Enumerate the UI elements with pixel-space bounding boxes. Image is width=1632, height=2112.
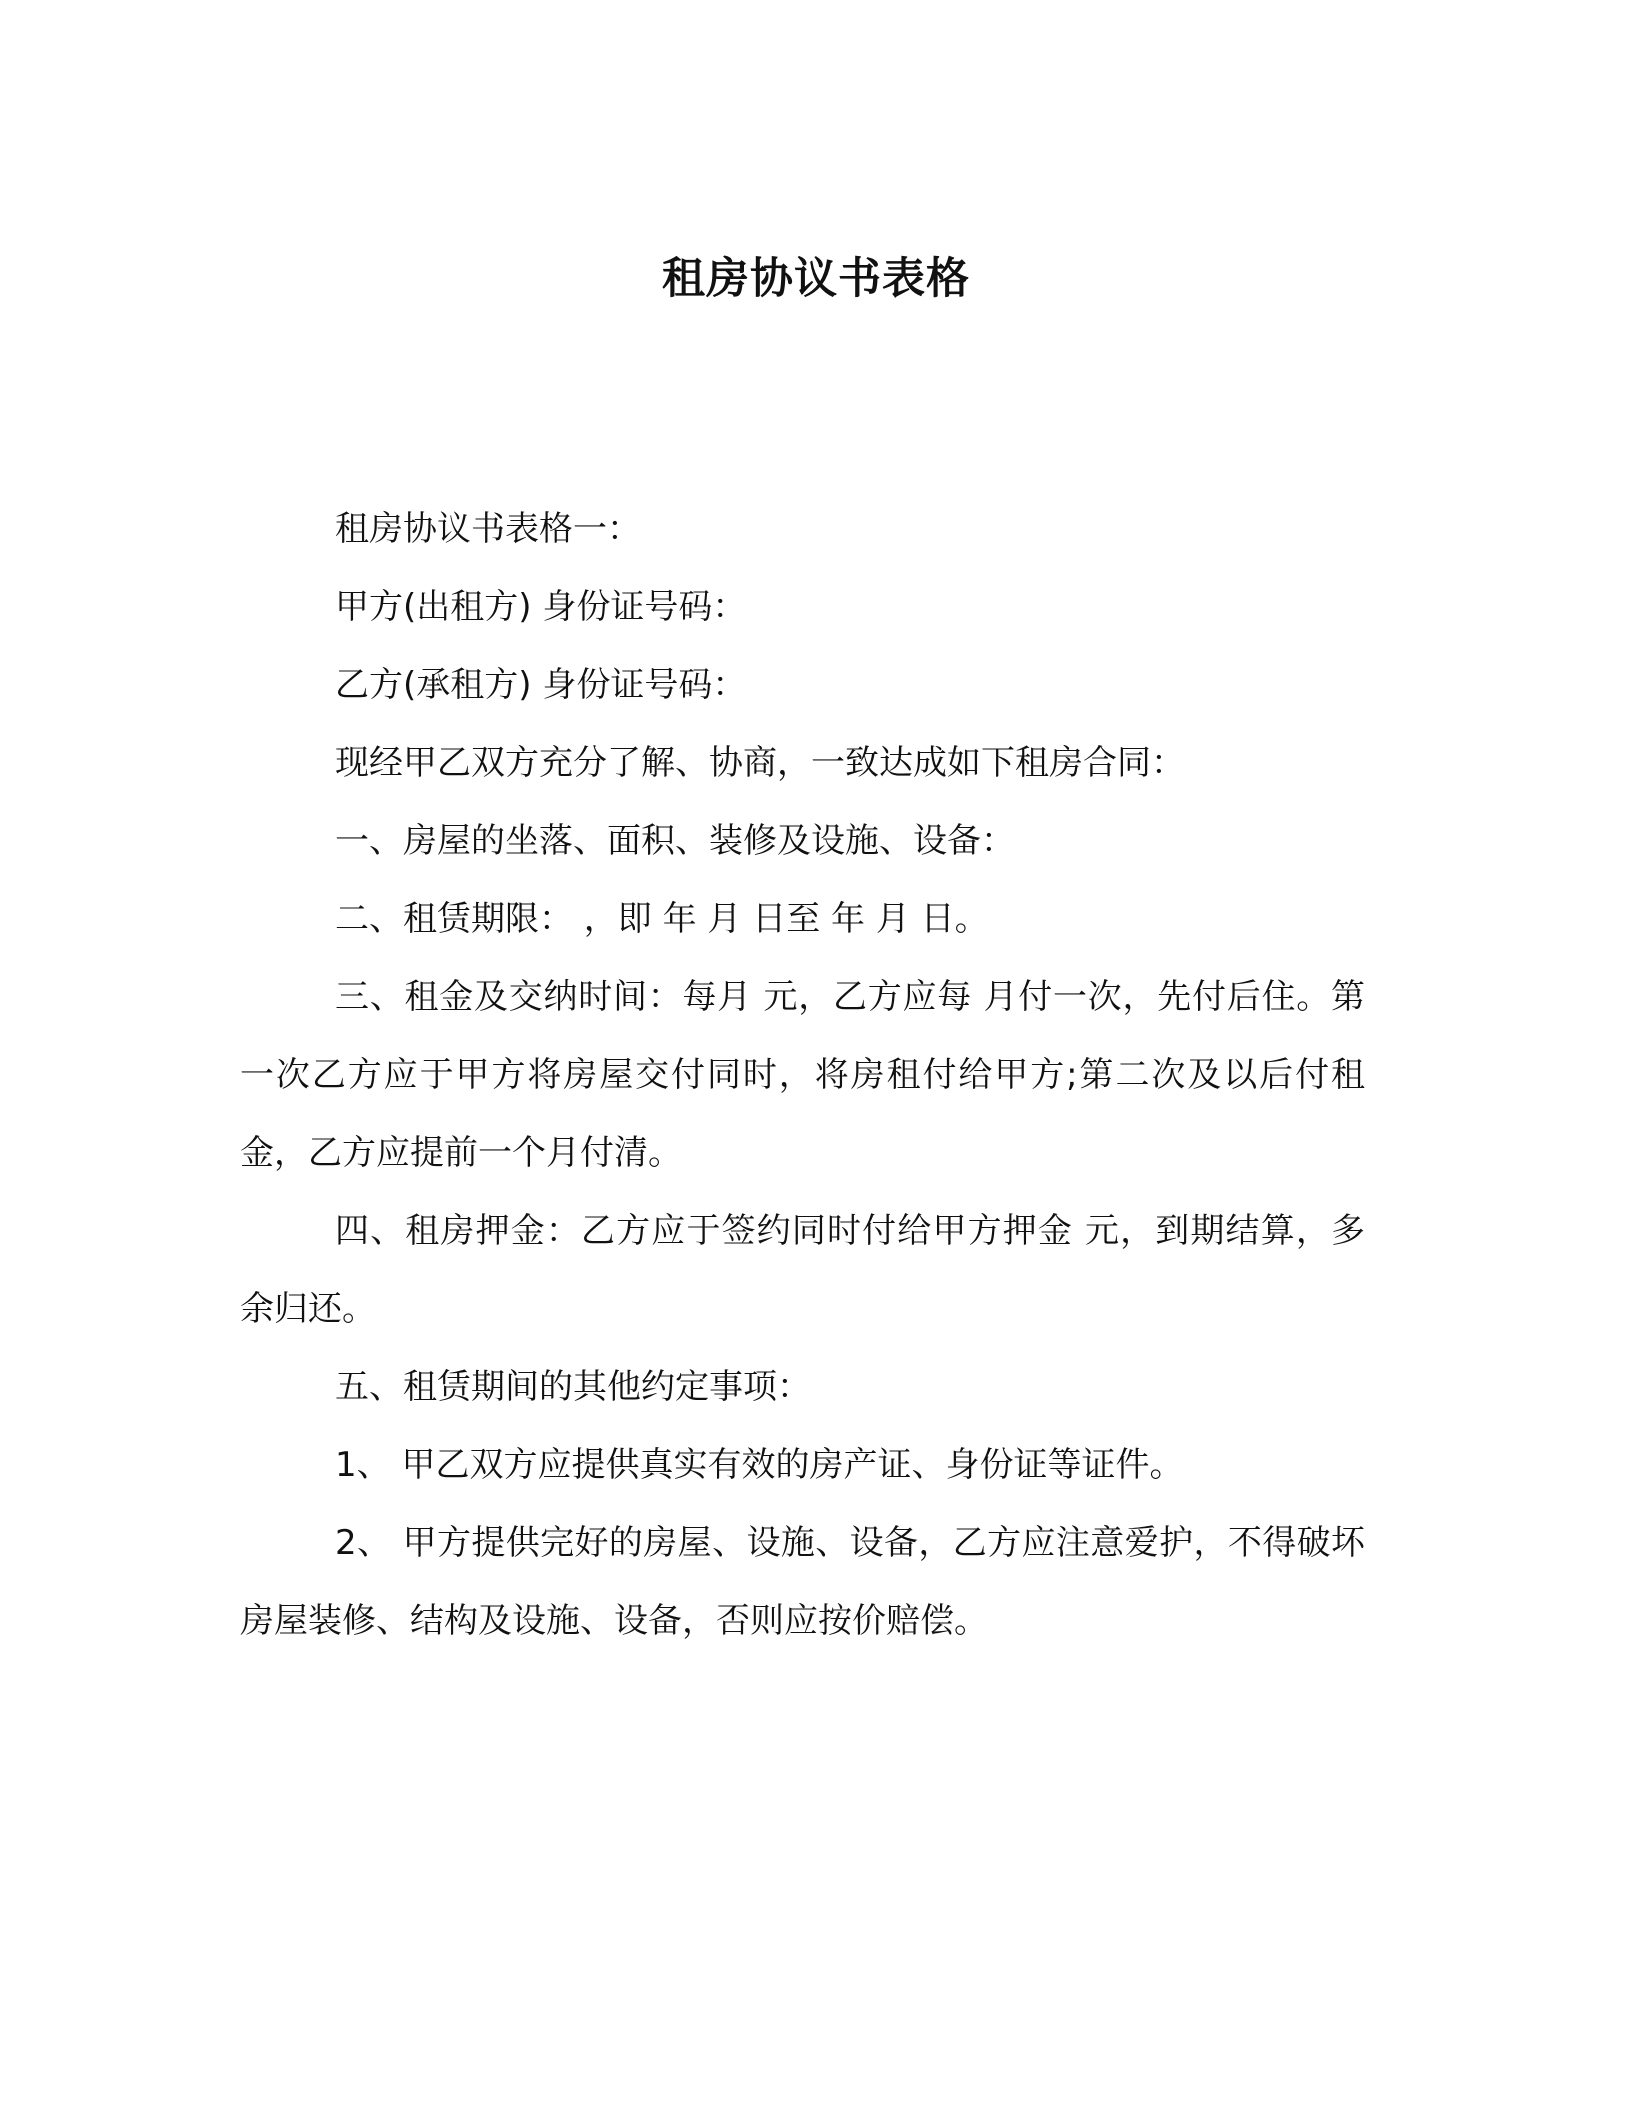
paragraph-item-1: 1、 甲乙双方应提供真实有效的房产证、身份证等证件。 <box>335 1445 1184 1485</box>
paragraph-item-2: 2、 甲方提供完好的房屋、设施、设备，乙方应注意爱护，不得破坏房屋装修、结构及设施、设备，否则应按价赔偿。 <box>240 1523 1365 1641</box>
document-title: 租房协议书表格 <box>662 253 970 304</box>
document-body <box>240 490 1365 1660</box>
paragraph-agreement-intro: 现经甲乙双方充分了解、协商，一致达成如下租房合同： <box>335 743 1185 783</box>
paragraph-form-heading: 租房协议书表格一： <box>335 509 641 549</box>
paragraph-clause-1: 一、房屋的坐落、面积、装修及设施、设备： <box>335 821 1015 861</box>
paragraph-party-b: 乙方(承租方) 身份证号码： <box>335 665 747 705</box>
paragraph-clause-3: 三、租金及交纳时间：每月 元，乙方应每 月付一次，先付后住。第一次乙方应于甲方将房屋交付同时，将房租付给甲方;第二次及以后付租金，乙方应提前一个月付清。 <box>240 977 1365 1173</box>
paragraph-clause-2: 二、租赁期限： ，即 年 月 日至 年 月 日。 <box>335 899 989 939</box>
paragraph-party-a: 甲方(出租方) 身份证号码： <box>335 587 747 627</box>
paragraph-clause-5: 五、租赁期间的其他约定事项： <box>335 1367 811 1407</box>
paragraph-clause-4: 四、租房押金：乙方应于签约同时付给甲方押金 元，到期结算，多余归还。 <box>240 1211 1365 1329</box>
